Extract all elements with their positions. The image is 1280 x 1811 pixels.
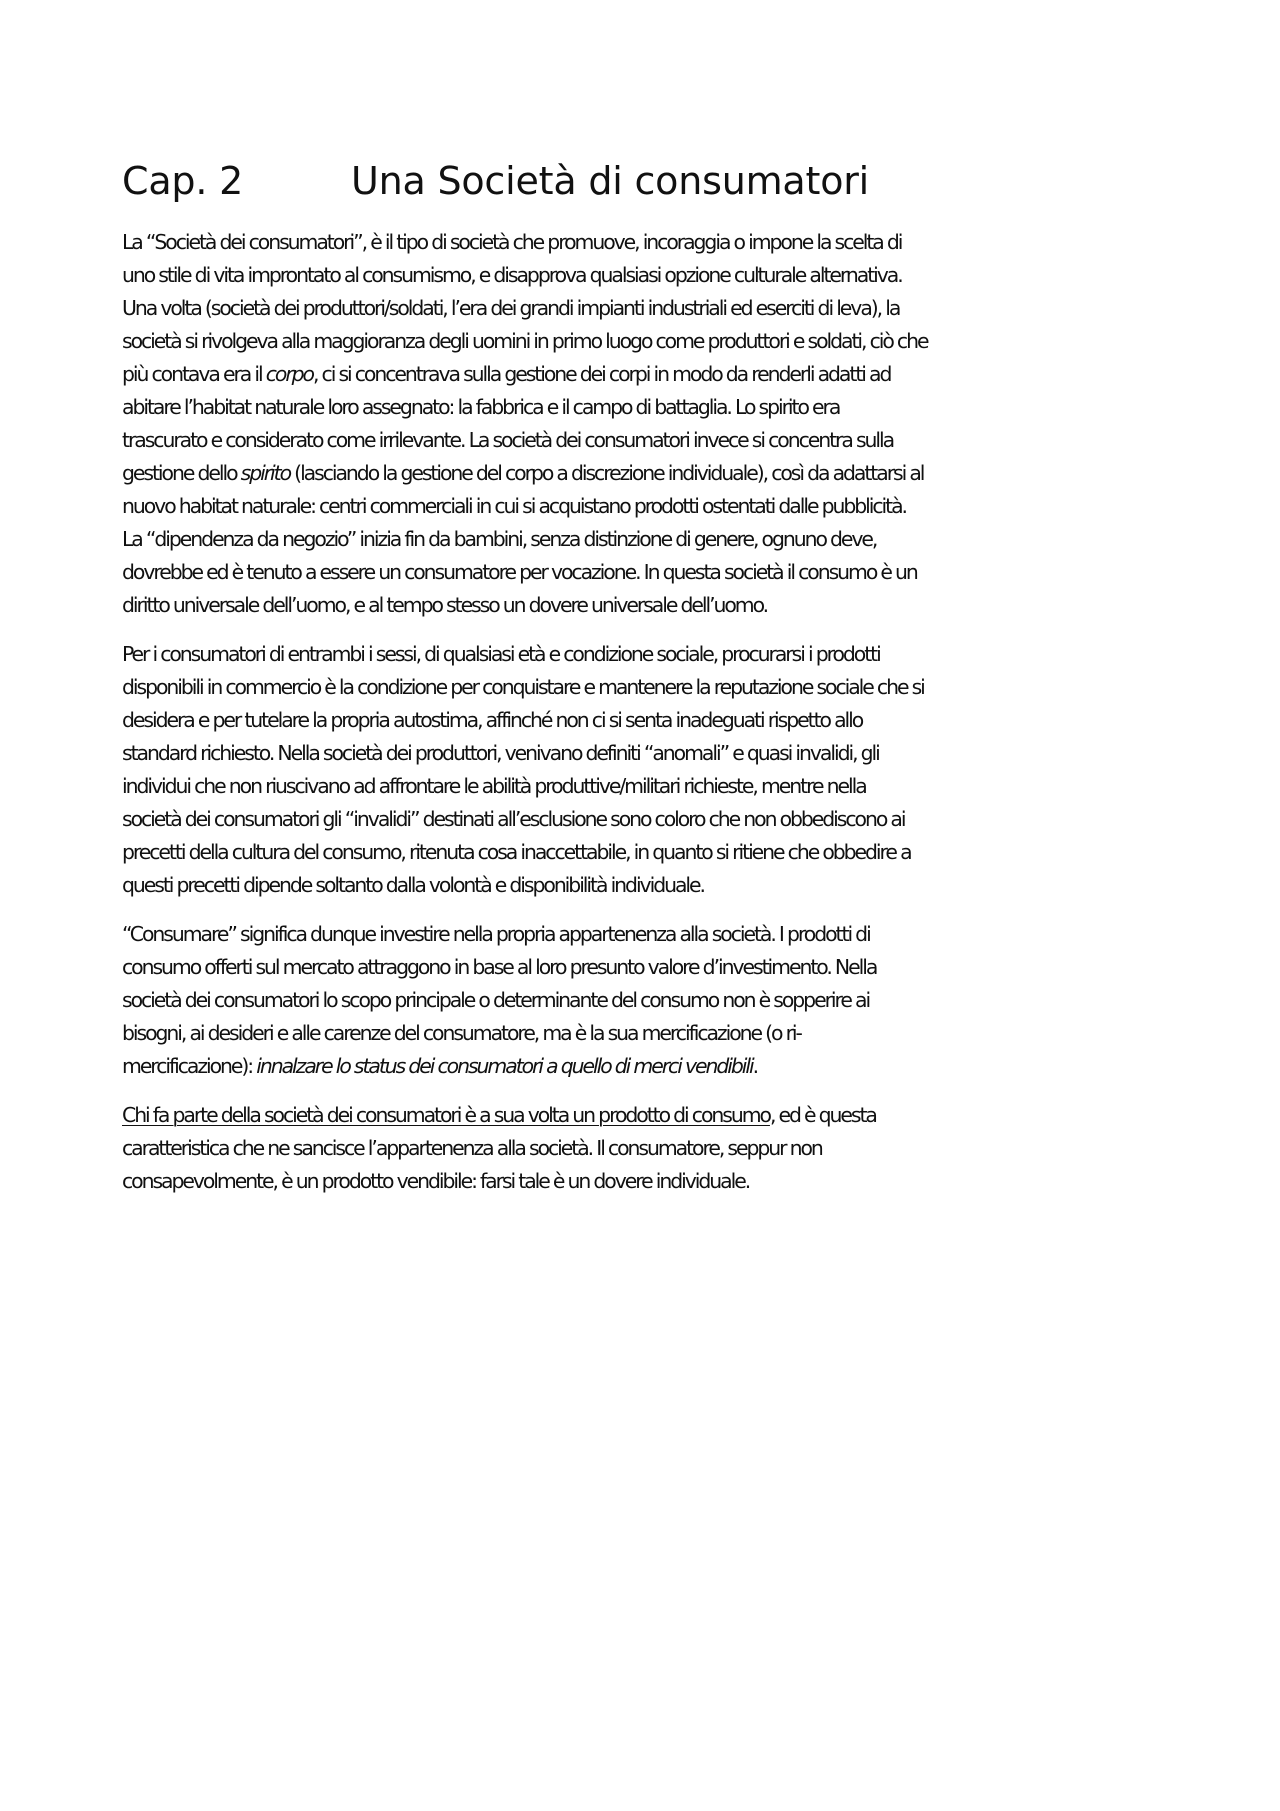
text-line: abitare l’habitat naturale loro assegnato: la fabbrica e il campo di battaglia. Lo spirito era [122, 394, 840, 419]
text-line: desidera e per tutelare la propria autostima, affinché non ci si senta inadeguati rispetto allo [122, 707, 863, 732]
text-line: La “dipendenza da negozio” inizia fin da bambini, senza distinzione di genere, ognuno deve, [122, 526, 877, 551]
text-line: trascurato e considerato come irrilevante. La società dei consumatori invece si concentra sulla [122, 427, 894, 452]
text-run: , ci si concentrava sulla gestione dei corpi in modo da renderli adatti ad [312, 361, 891, 386]
text-run: , ed è questa [769, 1102, 876, 1127]
underlined-phrase: Chi fa parte della società dei consumatori è a sua volta un prodotto di consumo [122, 1102, 770, 1127]
italic-word-corpo: corpo [265, 361, 313, 386]
text-line [122, 1099, 1172, 1132]
text-line: società dei consumatori gli “invalidi” destinati all’esclusione sono coloro che non obbediscono ai [122, 806, 905, 831]
text-line: bisogni, ai desideri e alle carenze del consumatore, ma è la sua mercificazione (o ri- [122, 1020, 801, 1045]
italic-phrase: innalzare lo status dei consumatori a quello di merci vendibili [256, 1053, 753, 1078]
text-line: standard richiesto. Nella società dei produttori, venivano definiti “anomali” e quasi invalidi, gli [122, 740, 879, 765]
text-line [122, 457, 1172, 490]
text-line: dovrebbe ed è tenuto a essere un consumatore per vocazione. In questa società il consumo è un [122, 559, 917, 584]
text-line: La “Società dei consumatori”, è il tipo di società che promuove, incoraggia o impone la scelta di [122, 229, 902, 254]
text-line: caratteristica che ne sancisce l’appartenenza alla società. Il consumatore, seppur non [122, 1135, 822, 1160]
text-line: precetti della cultura del consumo, ritenuta cosa inaccettabile, in quanto si ritiene che obbedire a [122, 839, 911, 864]
text-run: . [752, 1053, 758, 1078]
text-line: società dei consumatori lo scopo principale o determinante del consumo non è sopperire ai [122, 987, 870, 1012]
text-line: Una volta (società dei produttori/soldati, l’era dei grandi impianti industriali ed eserciti di leva), la [122, 295, 900, 320]
chapter-heading [122, 160, 1172, 204]
text-run: più contava era il [122, 361, 266, 386]
text-line: consapevolmente, è un prodotto vendibile: farsi tale è un dovere individuale. [122, 1168, 750, 1193]
text-run: mercificazione): [122, 1053, 257, 1078]
text-line: uno stile di vita improntato al consumismo, e disapprova qualsiasi opzione culturale alternativa. [122, 262, 902, 287]
text-line: Per i consumatori di entrambi i sessi, di qualsiasi età e condizione sociale, procurarsi i prodotti [122, 641, 880, 666]
text-line: disponibili in commercio è la condizione per conquistare e mantenere la reputazione sociale che si [122, 674, 924, 699]
text-line [122, 1050, 1172, 1083]
chapter-title: Una Società di consumatori [351, 159, 870, 203]
text-run: (lasciando la gestione del corpo a discrezione individuale), così da adattarsi al [290, 460, 924, 485]
paragraph-1 [122, 226, 1172, 622]
text-line: consumo offerti sul mercato attraggono in base al loro presunto valore d’investimento. Nella [122, 954, 877, 979]
paragraph-3 [122, 918, 1172, 1083]
text-line [122, 358, 1172, 391]
paragraph-4 [122, 1099, 1172, 1198]
text-line: individui che non riuscivano ad affrontare le abilità produttive/militari richieste, mentre nella [122, 773, 866, 798]
text-line: “Consumare” significa dunque investire nella propria appartenenza alla società. I prodotti di [122, 921, 870, 946]
text-line: società si rivolgeva alla maggioranza degli uomini in primo luogo come produttori e soldati, ciò che [122, 328, 928, 353]
text-line: questi precetti dipende soltanto dalla volontà e disponibilità individuale. [122, 872, 704, 897]
document-body [122, 160, 1172, 1214]
paragraph-2 [122, 638, 1172, 902]
italic-word-spirito: spirito [240, 460, 291, 485]
text-line: nuovo habitat naturale: centri commerciali in cui si acquistano prodotti ostentati dalle pubblicità. [122, 493, 906, 518]
chapter-number: Cap. 2 [122, 159, 244, 203]
text-line: diritto universale dell’uomo, e al tempo stesso un dovere universale dell’uomo. [122, 592, 768, 617]
text-run: gestione dello [122, 460, 241, 485]
